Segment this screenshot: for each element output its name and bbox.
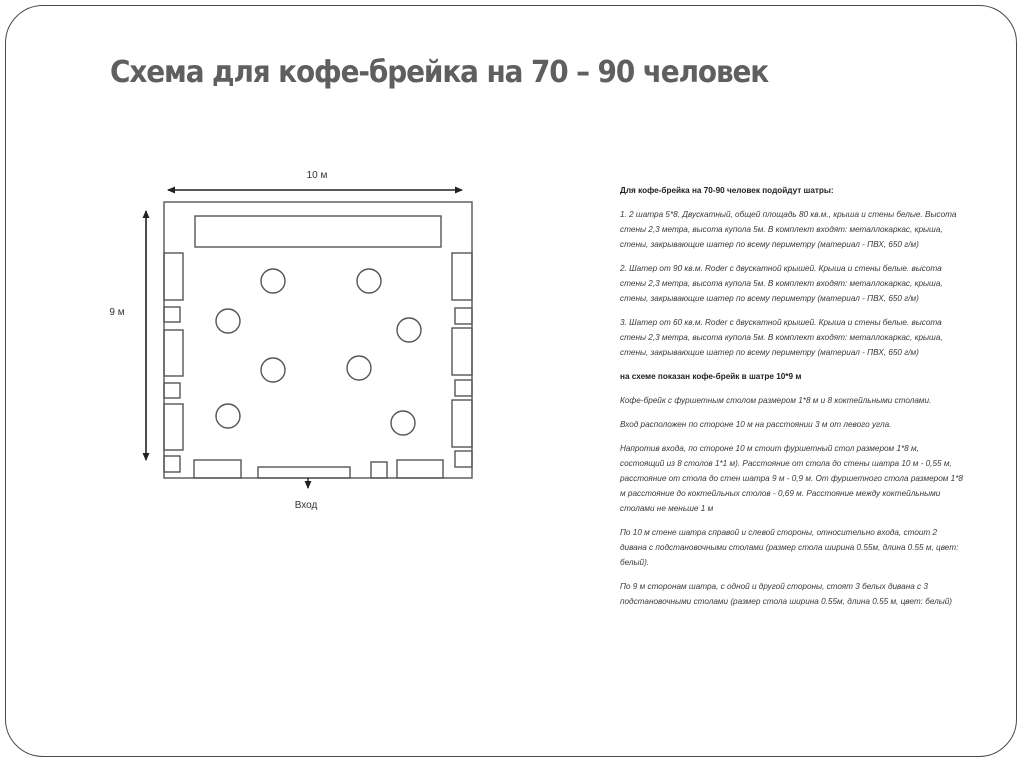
- note-paragraph: По 10 м стене шатра справой и слевой стороны, относительно входа, стоит 2 дивана с подстановочными столами (размер стола ширина 0.55м, длина 0.55 м, цвет: белый).: [620, 528, 959, 567]
- slide-title: Схема для кофе-брейка на 70 – 90 человек: [110, 55, 769, 90]
- buffet-table: [195, 216, 441, 247]
- sofa: [397, 460, 443, 478]
- scheme-heading: на схеме показан кофе-брейк в шатре 10*9 м: [620, 372, 802, 381]
- sofa: [452, 253, 472, 300]
- height-dimension: [109, 211, 146, 460]
- entrance-label: Вход: [294, 500, 318, 511]
- side-table: [164, 307, 180, 322]
- sofa: [164, 330, 183, 376]
- cocktail-table: [261, 269, 285, 293]
- note-paragraph: Вход расположен по стороне 10 м на расстоянии 3 м от левого угла.: [620, 420, 892, 429]
- sofa: [164, 253, 183, 300]
- cocktail-table: [391, 411, 415, 435]
- side-table: [371, 462, 387, 478]
- sofa: [452, 328, 472, 375]
- notes-heading: Для кофе-брейка на 70-90 человек подойдут шатры:: [620, 186, 834, 195]
- cocktail-table: [357, 269, 381, 293]
- side-table: [455, 380, 472, 396]
- tent-option-2: 2. Шатер от 90 кв.м. Roder с двускатной крышей. Крыша и стены белые. высота стены 2,3 метра, высота купола 5м. В комплект входят: металлокаркас, крыша, стены, закрывающие шатер по всему периметру (материал - ПВХ, 650 г/м): [620, 264, 943, 303]
- width-dimension: [168, 170, 462, 190]
- cocktail-table: [261, 358, 285, 382]
- note-paragraph: Напротив входа, по стороне 10 м стоит фуршетный стол размером 1*8 м, состоящий из 8 столов 1*1 м). Расстояние от стола до стены шатра 10 м - 0,55 м, расстояние от стола до стен шатра 9 м - 0,9 м. От фуршетного стола размером 1*8 м расстояние до коктейльных столов - 0,69 м. Расстояние между коктейльными столами не меньше 1 м: [620, 444, 963, 513]
- cocktail-table: [216, 309, 240, 333]
- tent-outline: [164, 202, 472, 478]
- sofa: [194, 460, 241, 478]
- tent-notes: [620, 183, 965, 618]
- sofa: [164, 404, 183, 450]
- width-label: 10 м: [306, 170, 328, 181]
- tent-option-3: 3. Шатер от 60 кв.м. Roder с двускатной крышей. Крыша и стены белые. высота стены 2,3 метра, высота купола 5м. В комплект входят: металлокаркас, крыша, стены, закрывающие шатер по всему периметру (материал - ПВХ, 650 г/м): [620, 318, 943, 357]
- cocktail-table: [347, 356, 371, 380]
- note-paragraph: Кофе-брейк с фуршетным столом размером 1*8 м и 8 коктейльными столами.: [620, 396, 932, 405]
- side-table: [455, 308, 472, 324]
- entrance: [258, 467, 350, 478]
- height-label: 9 м: [109, 307, 125, 318]
- entrance-marker: [295, 478, 318, 511]
- note-paragraph: По 9 м сторонам шатра, с одной и другой стороны, стоят 3 белых дивана с 3 подстановочными столами (размер стола ширина 0.55м, длина 0.55 м, цвет: белый): [620, 582, 953, 606]
- tent-option-1: 1. 2 шатра 5*8. Двускатный, общей площадь 80 кв.м., крыша и стены белые. Высота стены 2,3 метра, высота купола 5м. В комплект входят: металлокаркас, крыша, стены, закрывающие шатер по всему периметру (материал - ПВХ, 650 г/м): [620, 210, 957, 249]
- cocktail-table: [216, 404, 240, 428]
- sofa: [452, 400, 472, 447]
- side-table: [455, 451, 472, 467]
- cocktail-table: [397, 318, 421, 342]
- side-table: [164, 383, 180, 398]
- side-table: [164, 456, 180, 472]
